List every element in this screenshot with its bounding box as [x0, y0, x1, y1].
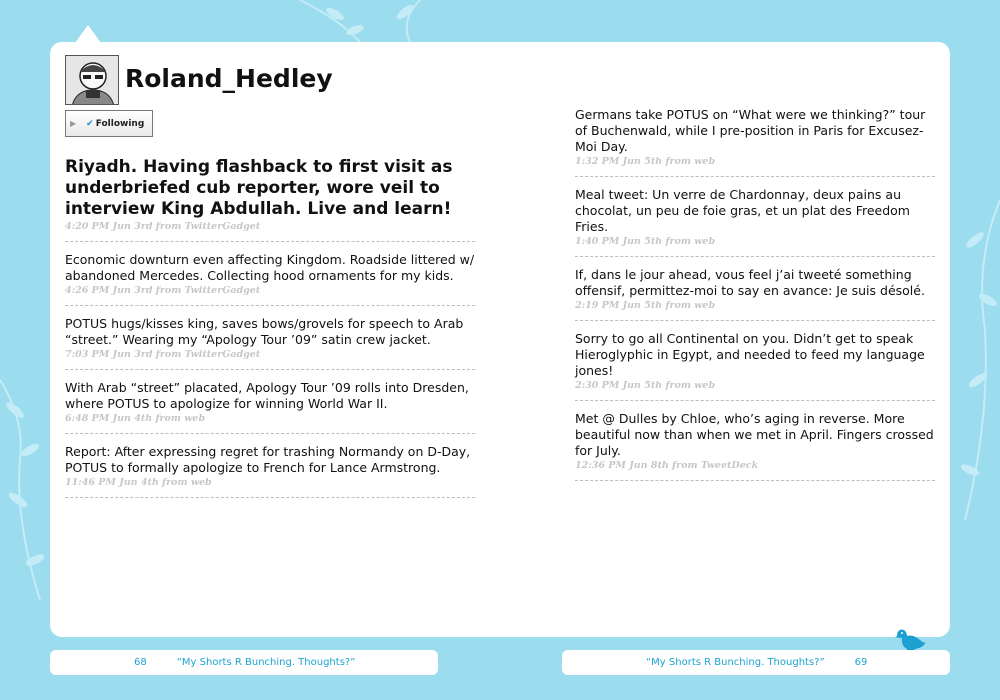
tweet-item	[65, 252, 475, 306]
check-icon: ✔	[86, 118, 94, 129]
card-notch	[75, 25, 101, 43]
tweet-timestamp[interactable]: 4:20 PM Jun 3rd from TwitterGadget	[65, 221, 261, 232]
tweet-text: Met @ Dulles by Chloe, who’s aging in reverse. More beautiful now than when we met in April. Fingers crossed for July.	[575, 411, 934, 458]
tweet-timestamp[interactable]: 6:48 PM Jun 4th from web	[65, 413, 206, 424]
username: Roland_Hedley	[125, 64, 333, 93]
footer-left	[50, 650, 438, 675]
tweet-timestamp[interactable]: 11:46 PM Jun 4th from web	[65, 477, 212, 488]
tweet-column-left	[65, 157, 475, 508]
tweet-item	[575, 267, 935, 321]
avatar-portrait	[66, 56, 119, 105]
tweet-item	[65, 157, 475, 242]
tweet-item	[65, 316, 475, 370]
footer-right	[562, 650, 950, 675]
play-arrow-icon: ▶	[70, 119, 77, 128]
page-number-right: 69	[854, 657, 868, 668]
tweet-timestamp[interactable]: 2:30 PM Jun 5th from web	[575, 380, 716, 391]
tweet-item	[575, 331, 935, 401]
following-button[interactable]	[65, 110, 153, 137]
tweet-item	[575, 187, 935, 257]
tweet-text: Economic downturn even affecting Kingdom. Roadside littered w/ abandoned Mercedes. Collecting hood ornaments for my kids.	[65, 252, 475, 283]
avatar[interactable]	[65, 55, 119, 105]
tweet-text: Report: After expressing regret for trashing Normandy on D-Day, POTUS to formally apologize to French for Lance Armstrong.	[65, 444, 471, 475]
tweet-timestamp[interactable]: 4:26 PM Jun 3rd from TwitterGadget	[65, 285, 261, 296]
tweet-item	[65, 380, 475, 434]
running-title-left: “My Shorts R Bunching. Thoughts?”	[176, 657, 356, 668]
tweet-item	[65, 444, 475, 498]
tweet-timestamp[interactable]: 7:03 PM Jun 3rd from TwitterGadget	[65, 349, 261, 360]
tweet-timestamp[interactable]: 1:40 PM Jun 5th from web	[575, 236, 716, 247]
tweet-text: Meal tweet: Un verre de Chardonnay, deux pains au chocolat, un peu de foie gras, et un plat des Freedom Fries.	[575, 187, 910, 234]
tweet-text: Riyadh. Having flashback to first visit as underbriefed cub reporter, wore veil to interview King Abdullah. Live and learn!	[65, 157, 453, 219]
page-number-left: 68	[134, 657, 147, 668]
tweet-column-right	[575, 107, 935, 491]
tweet-text: POTUS hugs/kisses king, saves bows/grovels for speech to Arab “street.” Wearing my “Apology Tour ’09” satin crew jacket.	[65, 316, 464, 347]
tweet-text: With Arab “street” placated, Apology Tour ’09 rolls into Dresden, where POTUS to apologize for winning World War II.	[65, 380, 469, 411]
tweet-item	[575, 107, 935, 177]
profile-card	[50, 42, 950, 637]
tweet-timestamp[interactable]: 12:36 PM Jun 8th from TweetDeck	[575, 460, 759, 471]
tweet-text: Sorry to go all Continental on you. Didn’t get to speak Hieroglyphic in Egypt, and needed to feed my language jones!	[575, 331, 925, 378]
following-label: Following	[95, 118, 145, 129]
tweet-timestamp[interactable]: 1:32 PM Jun 5th from web	[575, 156, 716, 167]
tweet-text: If, dans le jour ahead, vous feel j’ai tweeté something offensif, permittez-moi to say en avance: Je suis désolé.	[575, 267, 925, 298]
running-title-right: “My Shorts R Bunching. Thoughts?”	[646, 657, 825, 668]
tweet-item	[575, 411, 935, 481]
tweet-text: Germans take POTUS on “What were we thinking?” tour of Buchenwald, while I pre-position in Paris for Excusez-Moi Day.	[575, 107, 926, 154]
tweet-timestamp[interactable]: 2:19 PM Jun 5th from web	[575, 300, 716, 311]
